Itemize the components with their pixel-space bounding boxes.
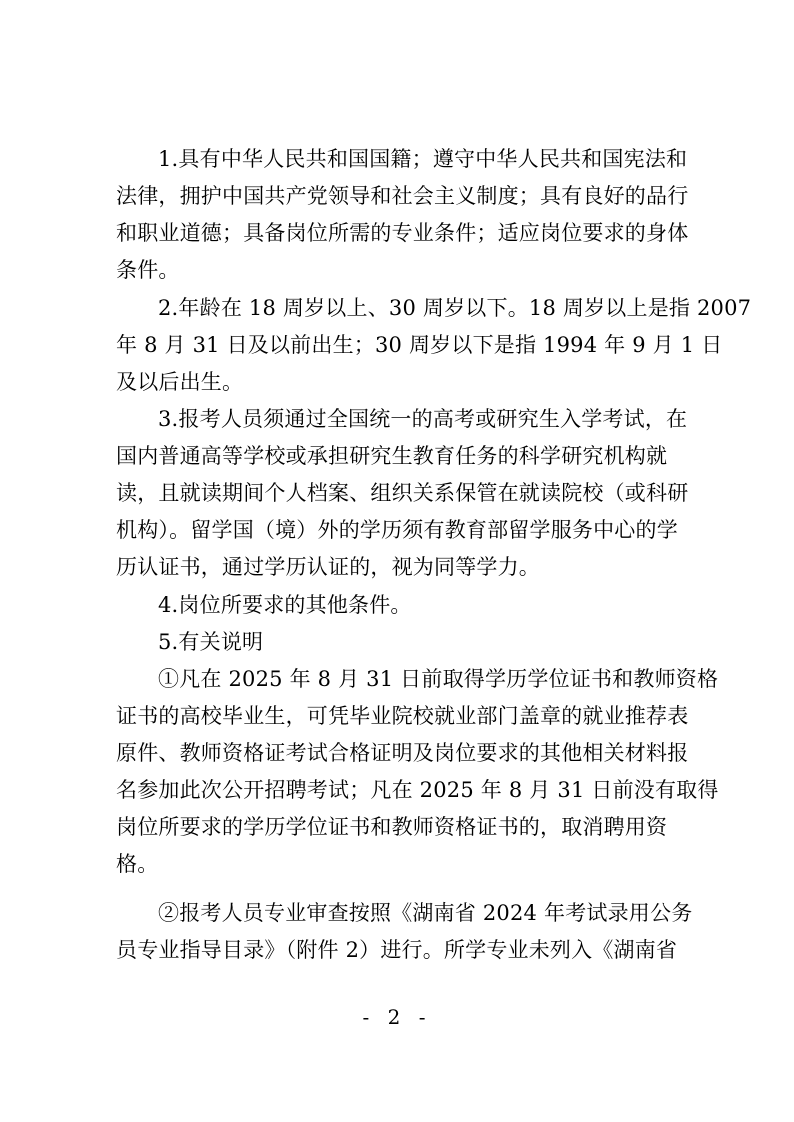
paragraph-line: 格。 <box>116 852 159 876</box>
paragraph-line: 读，且就读期间个人档案、组织关系保管在就读院校（或科研 <box>116 481 689 505</box>
paragraph-line: 1.具有中华人民共和国国籍；遵守中华人民共和国宪法和 <box>158 147 688 171</box>
paragraph-line: 和职业道德；具备岗位所需的专业条件；适应岗位要求的身体 <box>116 221 689 245</box>
paragraph-line: 员专业指导目录》（附件 2）进行。所学专业未列入《湖南省 <box>116 938 678 962</box>
paragraph-line: 年 8 月 31 日及以前出生；30 周岁以下是指 1994 年 9 月 1 日 <box>116 333 723 357</box>
paragraph-line: 证书的高校毕业生，可凭毕业院校就业部门盖章的就业推荐表 <box>116 704 689 728</box>
paragraph-line: 国内普通高等学校或承担研究生教育任务的科学研究机构就 <box>116 444 668 468</box>
paragraph-line: 4.岗位所要求的其他条件。 <box>158 593 412 617</box>
paragraph-line: 历认证书，通过学历认证的，视为同等学力。 <box>116 555 540 579</box>
paragraph-line: ②报考人员专业审查按照《湖南省 2024 年考试录用公务 <box>158 901 693 925</box>
paragraph-line: ①凡在 2025 年 8 月 31 日前取得学历学位证书和教师资格 <box>158 667 719 691</box>
paragraph-line: 及以后出生。 <box>116 370 244 394</box>
paragraph-line: 5.有关说明 <box>158 630 264 654</box>
paragraph-line: 名参加此次公开招聘考试；凡在 2025 年 8 月 31 日前没有取得 <box>116 778 719 802</box>
paragraph-line: 条件。 <box>116 258 180 282</box>
paragraph-line: 3.报考人员须通过全国统一的高考或研究生入学考试，在 <box>158 407 688 431</box>
paragraph-line: 岗位所要求的学历学位证书和教师资格证书的，取消聘用资 <box>116 815 668 839</box>
paragraph-line: 机构）。留学国（境）外的学历须有教育部留学服务中心的学 <box>116 518 678 542</box>
paragraph-line: 2.年龄在 18 周岁以上、30 周岁以下。18 周岁以上是指 2007 <box>158 296 752 320</box>
paragraph-line: 法律，拥护中国共产党领导和社会主义制度；具有良好的品行 <box>116 184 689 208</box>
page-number: - 2 - <box>362 1005 432 1029</box>
paragraph-line: 原件、教师资格证考试合格证明及岗位要求的其他相关材料报 <box>116 741 689 765</box>
